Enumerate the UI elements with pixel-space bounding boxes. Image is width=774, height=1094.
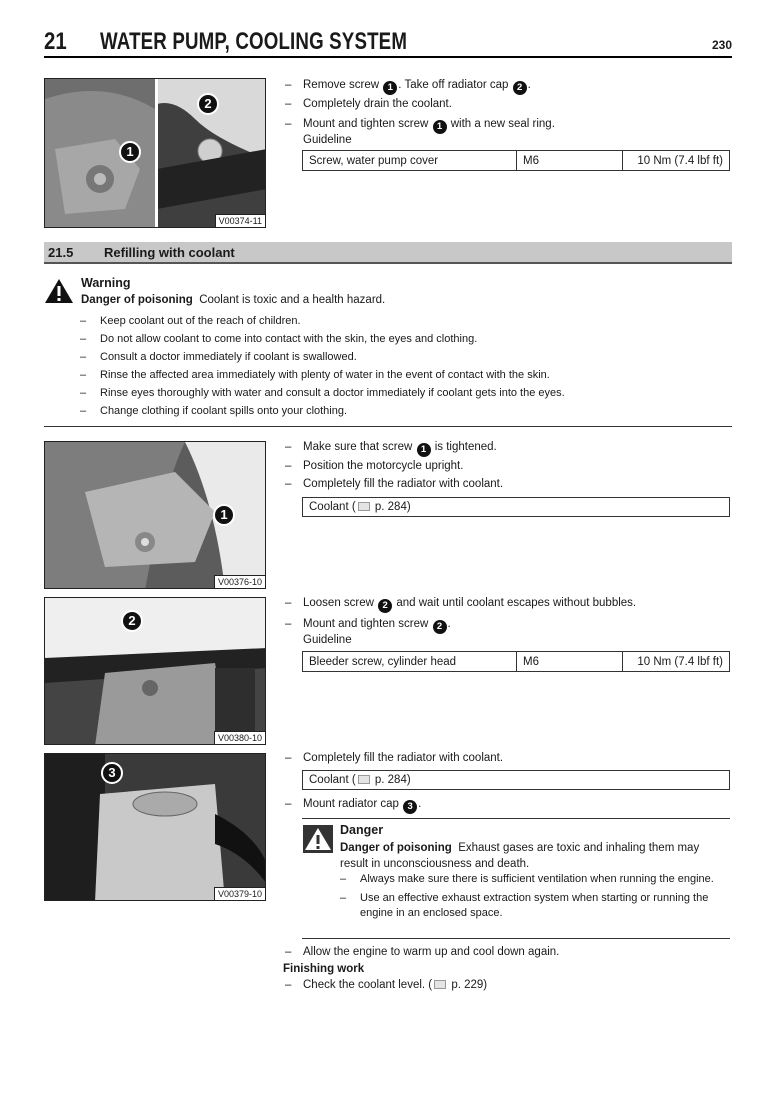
step-upright: – Position the motorcycle upright. (283, 457, 731, 475)
ref-page-link[interactable]: p. 284) (374, 774, 411, 786)
callout-1: 1 (213, 504, 235, 526)
step-text: Mount radiator cap (303, 798, 399, 810)
spec-torque: 10 Nm (7.4 lbf ft) (623, 151, 730, 171)
photo-illustration (45, 79, 266, 228)
coolant-reference (302, 770, 730, 790)
danger-bottom-rule (302, 938, 730, 939)
danger-icon (303, 825, 333, 853)
divider (44, 426, 732, 427)
step-text: with a new seal ring. (450, 118, 555, 130)
spec-size: M6 (517, 652, 623, 672)
warning-item: – Do not allow coolant to come into contact with the skin, the eyes and clothing. (78, 330, 728, 348)
step-text: . (418, 798, 422, 810)
step-check-screw (283, 438, 731, 457)
ref-2: 2 (433, 620, 447, 634)
steps-mount-cap (283, 795, 731, 814)
warning-item: – Rinse the affected area immediately with plenty of water in the event of contact with the skin. (78, 366, 728, 384)
ref-text: Coolant ( (309, 774, 356, 786)
photo-code: V00374-11 (215, 214, 265, 227)
callout-2: 2 (121, 610, 143, 632)
step-fill-again: – Completely fill the radiator with coolant. (283, 749, 731, 767)
spec-size: M6 (517, 151, 623, 171)
step-drain: – Completely drain the coolant. (283, 95, 731, 113)
step-text: Mount and tighten screw (303, 118, 429, 130)
warning-item: – Consult a doctor immediately if coolant is swallowed. (78, 348, 728, 366)
book-icon (358, 502, 370, 511)
photo-water-pump-screw (44, 441, 266, 589)
photo-code: V00379-10 (214, 887, 265, 900)
step-text: . Take off radiator cap (398, 79, 509, 91)
warning-item: – Keep coolant out of the reach of children. (78, 312, 728, 330)
step-text: Loosen screw (303, 597, 374, 609)
warning-item: – Rinse eyes thoroughly with water and consult a doctor immediately if coolant gets into the eyes. (78, 384, 728, 402)
danger-list (338, 872, 728, 921)
photo-radiator-cap (44, 753, 266, 901)
danger-top-rule (302, 818, 730, 819)
steps-bleed (283, 594, 731, 634)
step-warm-up: – Allow the engine to warm up and cool down again. (283, 943, 731, 961)
book-icon (358, 775, 370, 784)
warning-lead (81, 292, 731, 308)
photo-code: V00376-10 (214, 575, 265, 588)
step-text: . (527, 79, 531, 91)
step-text: . (447, 618, 451, 630)
warning-icon (44, 277, 74, 305)
step-text: and wait until coolant escapes without bubbles. (396, 597, 637, 609)
warning-title: Warning (81, 276, 131, 290)
danger-lead-bold: Danger of poisoning (340, 842, 452, 854)
warning-item: – Change clothing if coolant spills onto your clothing. (78, 402, 728, 420)
warning-lead-bold: Danger of poisoning (81, 294, 193, 306)
ref-page-link[interactable]: p. 284) (374, 501, 411, 513)
steps-final (283, 943, 731, 961)
warning-lead-text: Coolant is toxic and a health hazard. (199, 294, 386, 306)
spec-torque: 10 Nm (7.4 lbf ft) (623, 652, 730, 672)
danger-lead (340, 840, 730, 872)
step-loosen-screw (283, 594, 731, 613)
page-number: 230 (711, 38, 732, 52)
step-mount-screw (283, 115, 731, 134)
book-icon (434, 980, 446, 989)
section-number: 21.5 (48, 245, 74, 260)
danger-title: Danger (340, 823, 384, 837)
ref-1: 1 (433, 120, 447, 134)
step-text: is tightened. (434, 441, 497, 453)
warning-list (78, 312, 728, 420)
steps-drain (283, 76, 731, 134)
step-tighten-screw (283, 615, 731, 634)
danger-lead-text: Exhaust gases are toxic and inhaling them may result in unconsciousness and death. (340, 842, 700, 870)
photo-water-pump-cover (44, 78, 266, 228)
ref-2: 2 (513, 81, 527, 95)
photo-code: V00380-10 (214, 731, 265, 744)
guideline-label: Guideline (303, 134, 352, 146)
photo-illustration (45, 754, 266, 901)
ref-3: 3 (403, 800, 417, 814)
ref-1: 1 (383, 81, 397, 95)
finishing-work-label: Finishing work (283, 963, 365, 975)
callout-1: 1 (119, 141, 141, 163)
chapter-title: WATER PUMP, COOLING SYSTEM (100, 28, 408, 55)
chapter-number: 21 (44, 28, 67, 55)
spec-item: Bleeder screw, cylinder head (303, 652, 517, 672)
step-text: Remove screw (303, 79, 380, 91)
step-mount-cap (283, 795, 731, 814)
guideline-label: Guideline (303, 634, 352, 646)
spec-item: Screw, water pump cover (303, 151, 517, 171)
torque-table-bleeder (302, 651, 730, 672)
page-header (44, 28, 732, 58)
step-check-level (283, 976, 731, 994)
danger-item: – Always make sure there is sufficient ventilation when running the engine. (338, 872, 728, 887)
step-text: Mount and tighten screw (303, 618, 429, 630)
steps-fill (283, 438, 731, 493)
photo-illustration (45, 598, 266, 745)
danger-item: – Use an effective exhaust extraction system when starting or running the engine in an enclosed space. (338, 891, 728, 921)
callout-2: 2 (197, 93, 219, 115)
photo-bleeder-screw (44, 597, 266, 745)
ref-page-link[interactable]: p. 229) (451, 979, 488, 991)
ref-1: 1 (417, 443, 431, 457)
section-title: Refilling with coolant (104, 245, 235, 260)
ref-2: 2 (378, 599, 392, 613)
ref-text: Coolant ( (309, 501, 356, 513)
step-text: Make sure that screw (303, 441, 413, 453)
section-heading (44, 242, 732, 264)
step-fill: – Completely fill the radiator with coolant. (283, 475, 731, 493)
torque-table-pump-cover (302, 150, 730, 171)
steps-refill (283, 749, 731, 767)
step-remove-screw (283, 76, 731, 95)
callout-3: 3 (101, 762, 123, 784)
step-text: Check the coolant level. ( (303, 979, 433, 991)
steps-finishing (283, 976, 731, 994)
coolant-reference (302, 497, 730, 517)
